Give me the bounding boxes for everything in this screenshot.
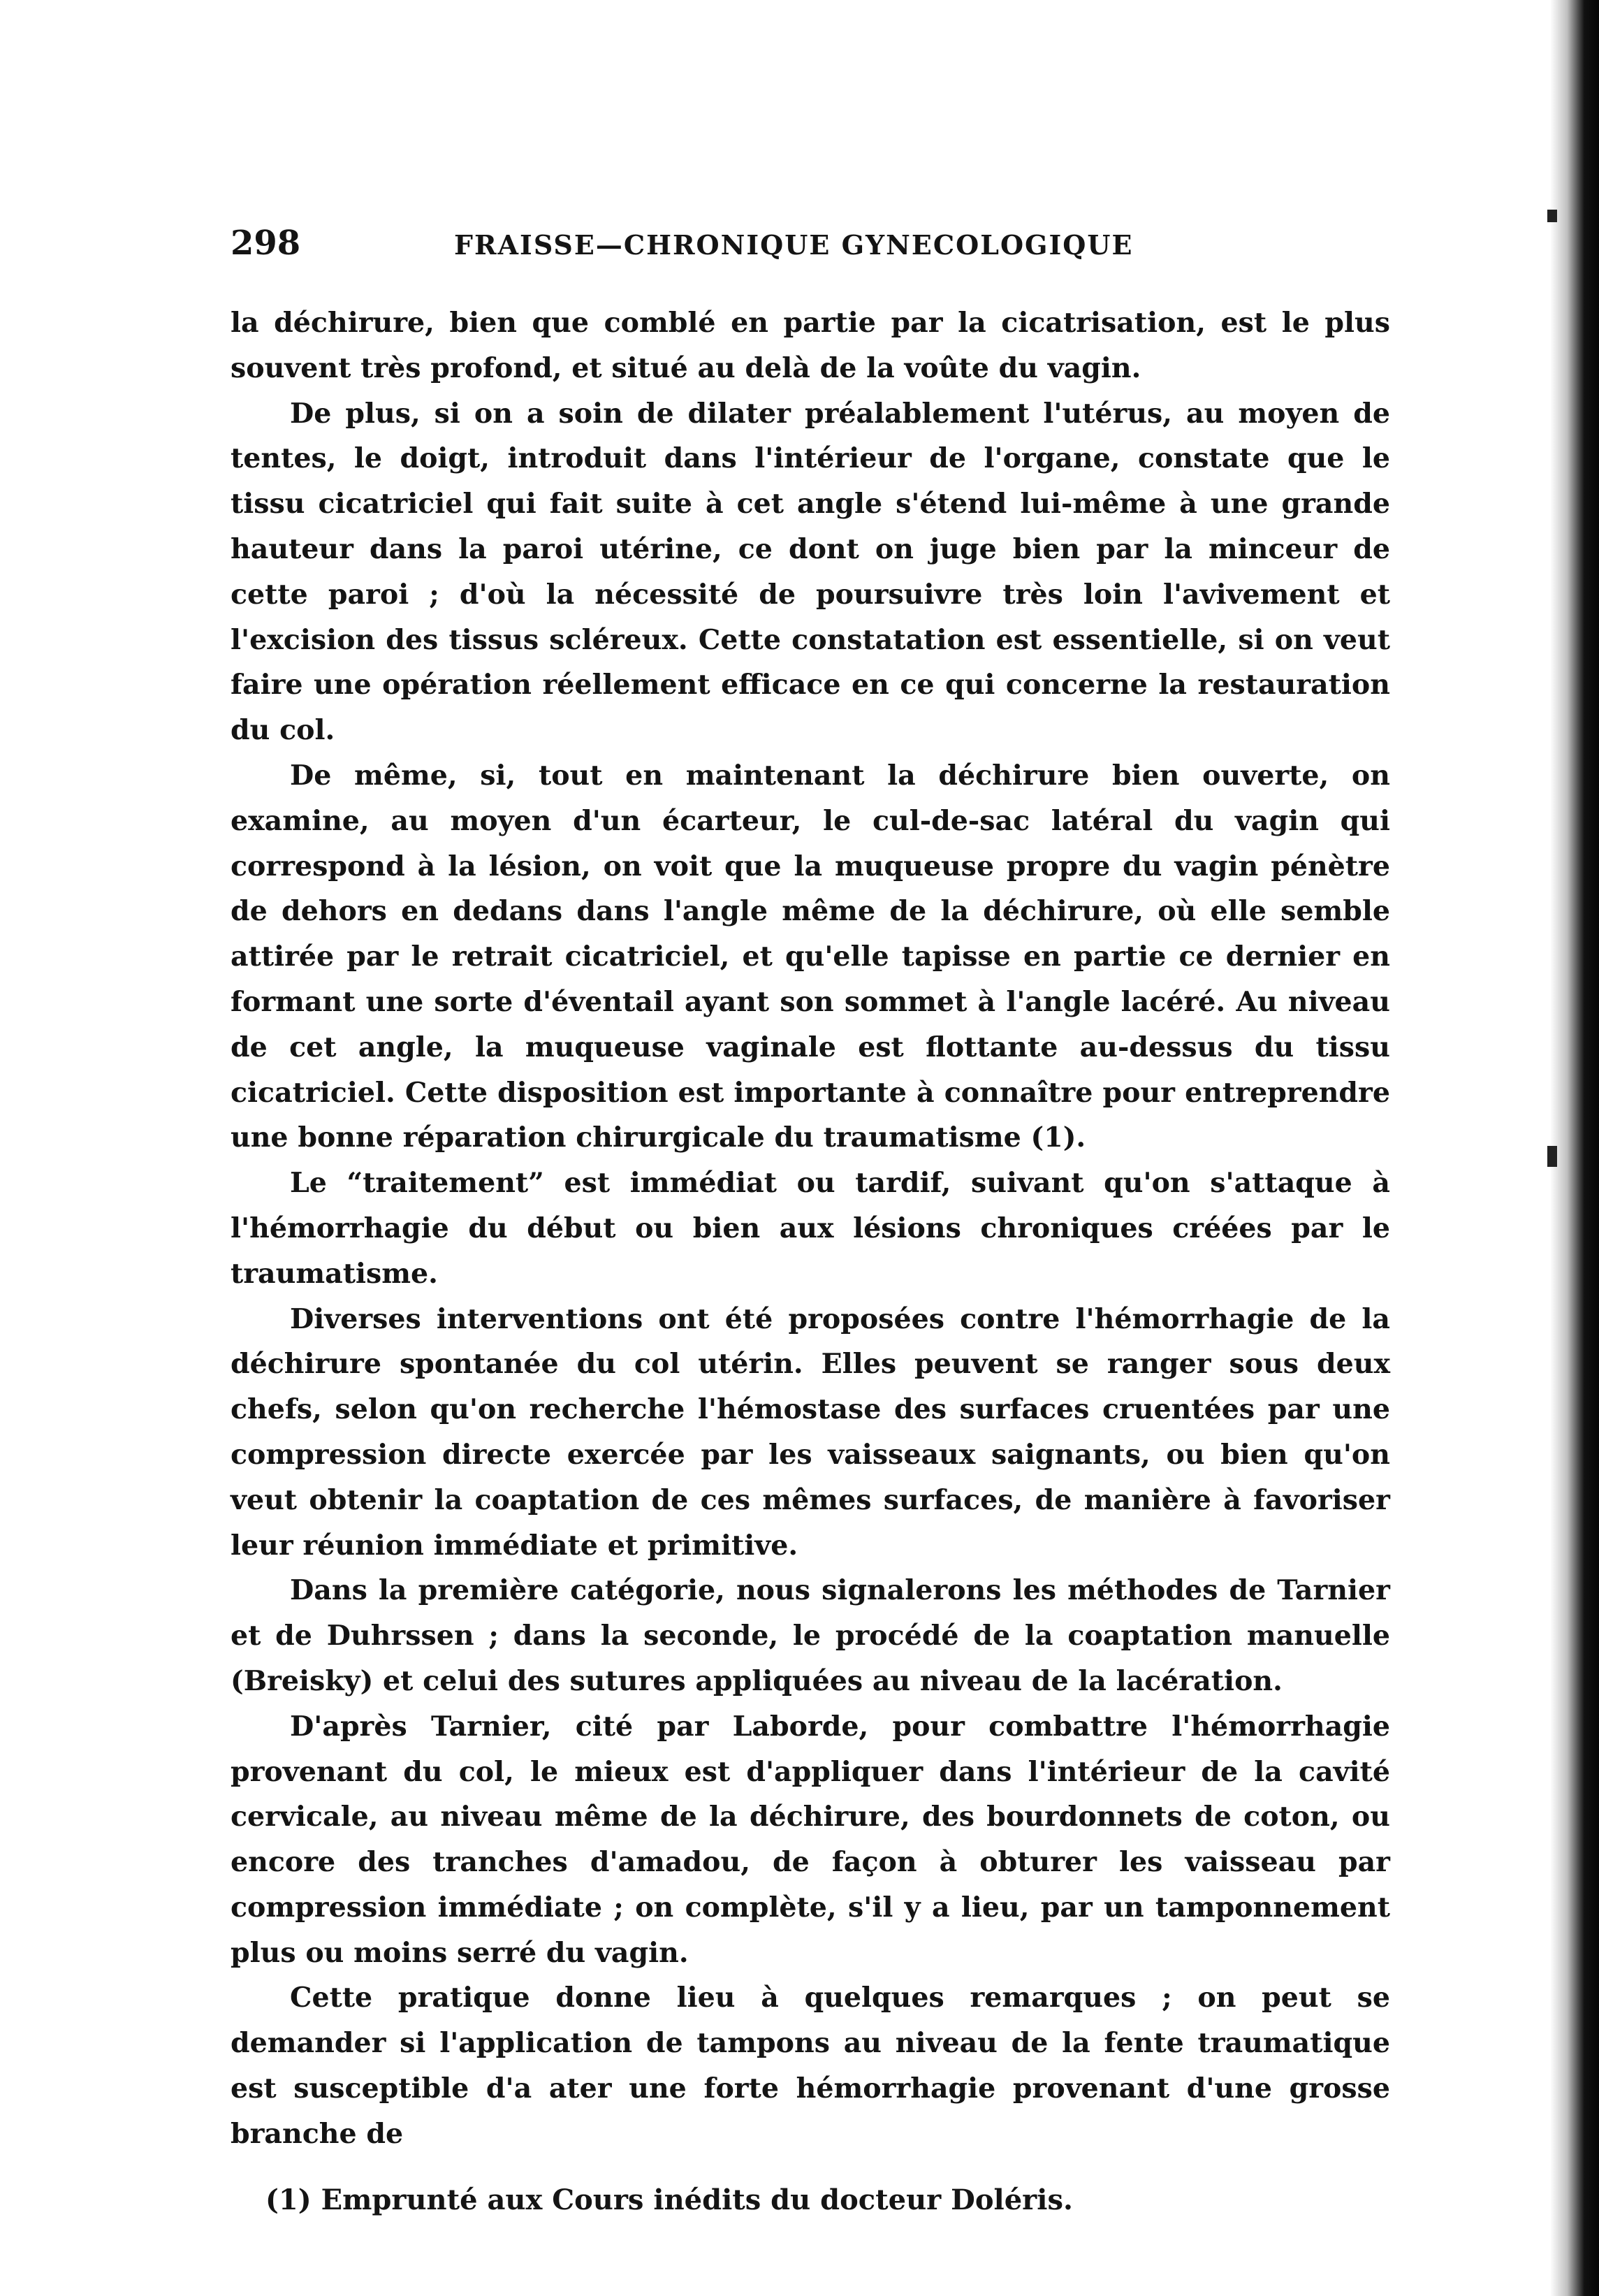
paragraph: Dans la première catégorie, nous signalerons les méthodes de Tarnier et de Duhrssen ; dans la seconde, le procédé de la coaptation manuelle (Breisky) et celui des sutures appliquées au niveau de la lacération. — [231, 1574, 1390, 1697]
scan-speck — [1547, 210, 1557, 222]
paragraph: Cette pratique donne lieu à quelques remarques ; on peut se demander si l'application de tampons au niveau de la fente traumatique est susceptible d'a ater une forte hémorrhagie provenant d'une grosse branche de — [231, 1982, 1390, 2150]
book-page — [231, 224, 1390, 2223]
footnote: (1) Emprunté aux Cours inédits du docteur Doléris. — [265, 2183, 1073, 2216]
running-head — [231, 224, 1390, 273]
paragraph: D'après Tarnier, cité par Laborde, pour combattre l'hémorrhagie provenant du col, le mieux est d'appliquer dans l'intérieur de la cavité cervicale, au niveau même de la déchirure, des bourdonnets de coton, ou encore des tranches d'amadou, de façon à obturer les vaisseau par compression immédiate ; on complète, s'il y a lieu, par un tamponnement plus ou moins serré du vagin. — [231, 1710, 1390, 1969]
running-title: FRAISSE—CHRONIQUE GYNECOLOGIQUE — [454, 229, 1134, 261]
paragraph: De plus, si on a soin de dilater préalablement l'utérus, au moyen de tentes, le doigt, introduit dans l'intérieur de l'organe, constate que le tissu cicatriciel qui fait suite à cet angle s'étend lui-même à une grande hauteur dans la paroi utérine, ce dont on juge bien par la minceur de cette paroi ; d'où la nécessité de poursuivre très loin l'avivement et l'excision des tissus scléreux. Cette constatation est essentielle, si on veut faire une opération réellement efficace en ce qui concerne la restauration du col. — [231, 397, 1390, 747]
scan-speck — [1547, 1146, 1557, 1167]
scan-edge-shadow — [1550, 0, 1599, 2296]
paragraph: Diverses interventions ont été proposées contre l'hémorrhagie de la déchirure spontanée du col utérin. Elles peuvent se ranger sous deux chefs, selon qu'on recherche l'hémostase des surfaces cruentées par une compression directe exercée par les vaisseaux saignants, ou bien qu'on veut obtenir la coaptation de ces mêmes surfaces, de manière à favoriser leur réunion immédiate et primitive. — [231, 1302, 1390, 1562]
paragraph: De même, si, tout en maintenant la déchirure bien ouverte, on examine, au moyen d'un écarteur, le cul-de-sac latéral du vagin qui correspond à la lésion, on voit que la muqueuse propre du vagin pénètre de dehors en dedans dans l'angle même de la déchirure, où elle semble attirée par le retrait cicatriciel, et qu'elle tapisse en partie ce dernier en formant une sorte d'éventail ayant son sommet à l'angle lacéré. Au niveau de cet angle, la muqueuse vaginale est flottante au-dessus du tissu cicatriciel. Cette disposition est importante à connaître pour entreprendre une bonne réparation chirurgicale du traumatisme (1). — [231, 759, 1390, 1154]
paragraph: Le “traitement” est immédiat ou tardif, suivant qu'on s'attaque à l'hémorrhagie du début ou bien aux lésions chroniques créées par le traumatisme. — [231, 1167, 1390, 1290]
page-number: 298 — [231, 224, 301, 263]
paragraph: la déchirure, bien que comblé en partie par la cicatrisation, est le plus souvent très profond, et situé au delà de la voûte du vagin. — [231, 307, 1390, 384]
body-text — [231, 300, 1390, 2157]
